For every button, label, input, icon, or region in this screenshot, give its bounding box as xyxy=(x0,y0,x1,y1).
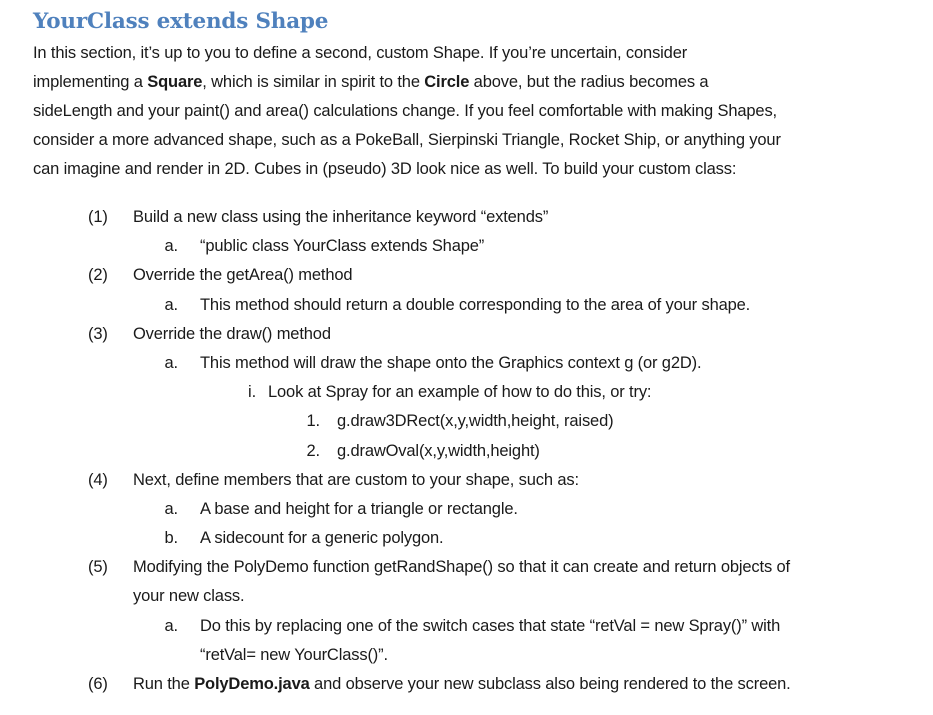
list-marker: a. xyxy=(164,616,178,635)
list-item-text: “retVal= new YourClass()”. xyxy=(200,645,388,664)
intro-text: above, but the radius becomes a xyxy=(469,73,709,91)
list-item xyxy=(0,670,933,699)
list-item-text: A sidecount for a generic polygon. xyxy=(200,529,444,548)
list-marker: (3) xyxy=(88,324,108,343)
intro-paragraph xyxy=(33,39,913,184)
list-marker: 2. xyxy=(306,441,320,460)
list-marker: 1. xyxy=(306,412,320,431)
list-marker: (6) xyxy=(88,675,108,693)
list-item-text: “public class YourClass extends Shape” xyxy=(200,237,485,256)
bold-filename: PolyDemo.java xyxy=(194,675,310,693)
list-item xyxy=(0,203,933,232)
intro-line: sideLength and your paint() and area() calculations change. If you feel comfortable with making Shapes, xyxy=(33,102,777,120)
sub-list-item xyxy=(0,524,933,553)
list-marker: (1) xyxy=(88,208,108,226)
code-list-item xyxy=(0,407,933,436)
list-item xyxy=(0,261,933,290)
list-item-continuation xyxy=(0,582,933,611)
sub-list-item-continuation xyxy=(0,641,933,670)
list-item-text xyxy=(133,670,791,699)
list-item-text: This method should return a double corresponding to the area of your shape. xyxy=(200,295,751,314)
list-item-text: Override the draw() method xyxy=(133,324,331,343)
list-item-text: Override the getArea() method xyxy=(133,266,353,285)
sub-list-item xyxy=(0,232,933,261)
list-item-text: Modifying the PolyDemo function getRandShape() so that it can create and return objects of xyxy=(133,558,790,577)
intro-line xyxy=(33,68,913,97)
list-item-text: This method will draw the shape onto the Graphics context g (or g2D). xyxy=(200,353,702,372)
list-item xyxy=(0,466,933,495)
intro-text: , which is similar in spirit to the xyxy=(202,73,425,91)
steps-list xyxy=(0,203,933,699)
list-item-text: Build a new class using the inheritance keyword “extends” xyxy=(133,208,549,226)
section-heading: YourClass extends Shape xyxy=(33,9,329,34)
list-item-text: A base and height for a triangle or rectangle. xyxy=(200,499,518,518)
bold-term-circle: Circle xyxy=(424,73,470,91)
sub-sub-list-item xyxy=(0,378,933,407)
list-marker: (4) xyxy=(88,470,108,489)
bold-term-square: Square xyxy=(147,73,203,91)
intro-line: In this section, it’s up to you to define a second, custom Shape. If you’re uncertain, consider xyxy=(33,44,688,62)
sub-list-item xyxy=(0,349,933,378)
sub-list-item xyxy=(0,495,933,524)
list-marker: b. xyxy=(164,529,178,548)
list-item xyxy=(0,553,933,582)
list-marker: (5) xyxy=(88,558,108,577)
list-marker: (2) xyxy=(88,266,108,285)
list-item-text: Next, define members that are custom to your shape, such as: xyxy=(133,470,579,489)
list-marker: a. xyxy=(164,353,178,372)
code-example: g.draw3DRect(x,y,width,height, raised) xyxy=(337,412,614,431)
list-marker: a. xyxy=(164,237,178,256)
sub-list-item xyxy=(0,612,933,641)
code-list-item xyxy=(0,437,933,466)
code-example: g.drawOval(x,y,width,height) xyxy=(337,441,540,460)
intro-line: can imagine and render in 2D. Cubes in (pseudo) 3D look nice as well. To build your custom class: xyxy=(33,160,737,178)
list-marker: i. xyxy=(248,383,256,402)
list-item-text: Do this by replacing one of the switch cases that state “retVal = new Spray()” with xyxy=(200,616,781,635)
list-marker: a. xyxy=(164,295,178,314)
list-item-text: Look at Spray for an example of how to do this, or try: xyxy=(268,383,652,402)
list-item xyxy=(0,320,933,349)
sub-list-item xyxy=(0,291,933,320)
list-item-text-part: Run the xyxy=(133,675,195,693)
list-item-text-part: and observe your new subclass also being rendered to the screen. xyxy=(309,675,791,693)
list-marker: a. xyxy=(164,499,178,518)
intro-text: implementing a xyxy=(33,73,148,91)
intro-line: consider a more advanced shape, such as a PokeBall, Sierpinski Triangle, Rocket Ship, or anything your xyxy=(33,131,781,149)
list-item-text: your new class. xyxy=(133,587,245,606)
